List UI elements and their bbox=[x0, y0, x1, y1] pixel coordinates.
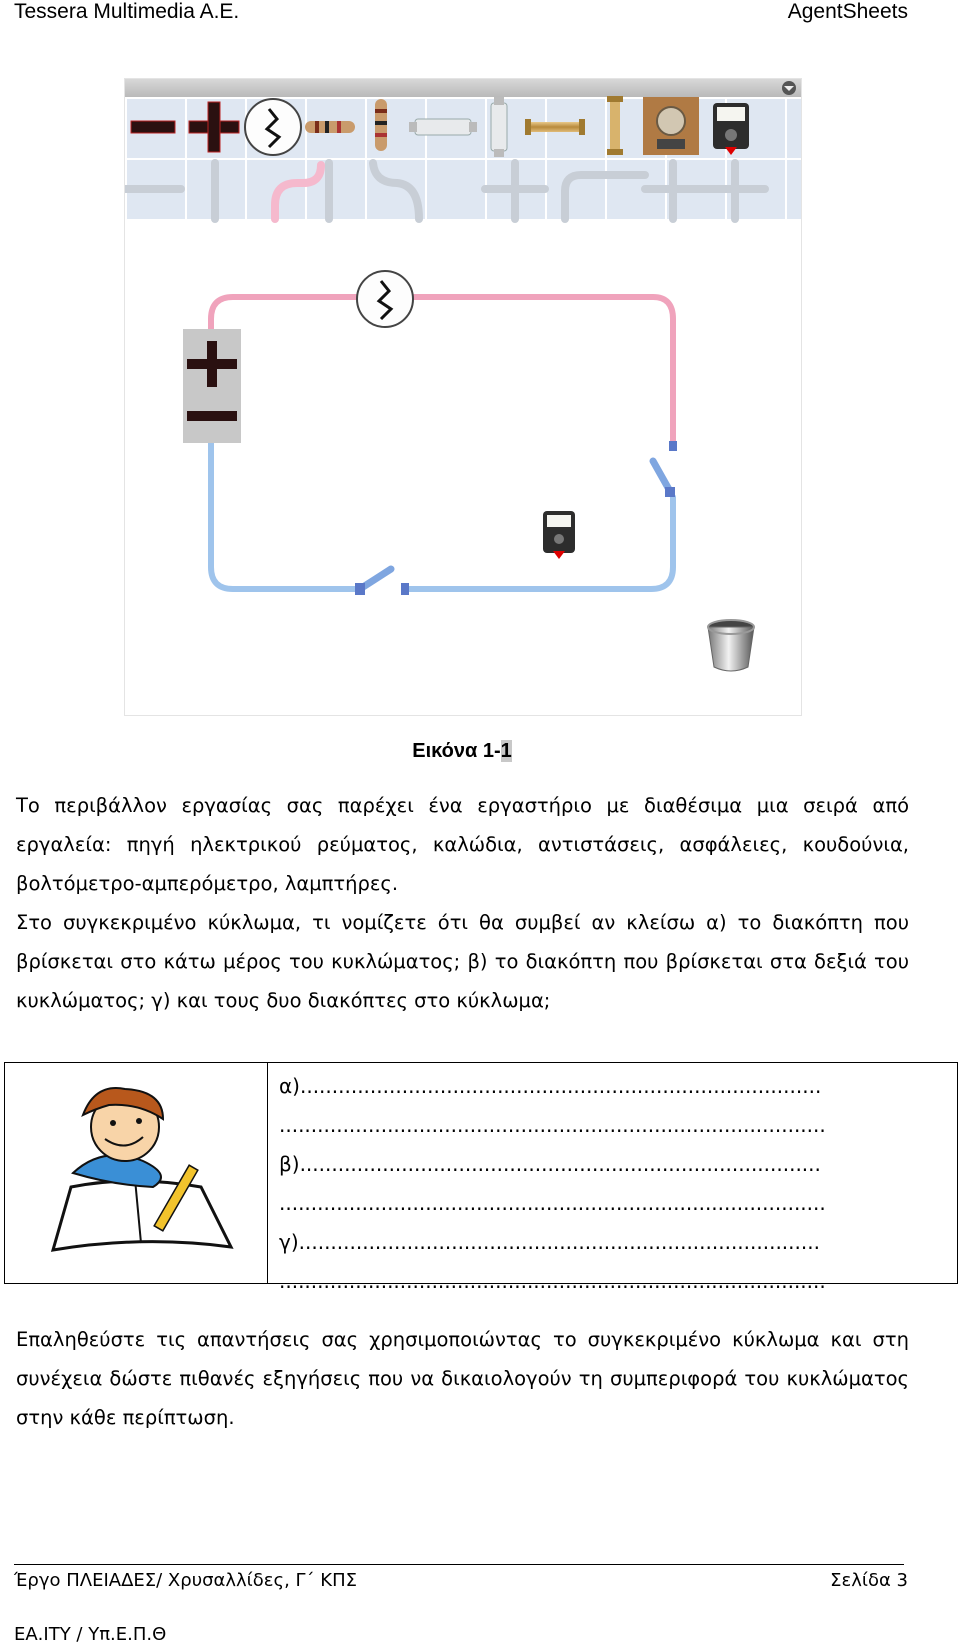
circuit-drawing bbox=[125, 79, 801, 715]
figure-caption bbox=[0, 740, 924, 763]
wire-tool-icon[interactable] bbox=[525, 119, 585, 135]
answer-line-a[interactable]: α).................................................................................. bbox=[279, 1074, 822, 1098]
resistor-vertical-tool-icon[interactable] bbox=[375, 99, 387, 151]
paragraph-verify: Επαληθεύστε τις απαντήσεις σας χρησιμοποιώντας το συγκεκριμένο κύκλωμα και στη συνέχεια δώστε πιθανές εξηγήσεις που να δικαιολογούν τη συμπεριφορά του κυκλώματος στην κάθε περίπτωση. bbox=[16, 1328, 909, 1429]
wire-vertical-tool-icon[interactable] bbox=[607, 96, 623, 155]
palette-wire-pieces bbox=[125, 163, 765, 219]
resistor-tool-icon[interactable] bbox=[305, 121, 355, 133]
minus-tool-icon[interactable] bbox=[131, 121, 175, 133]
answer-lines bbox=[279, 1067, 949, 1301]
answer-line-c-cont[interactable]: ...................................................................................... bbox=[279, 1269, 826, 1293]
bell-tool-icon[interactable] bbox=[643, 97, 699, 155]
fuse-tool-icon[interactable] bbox=[409, 119, 477, 135]
switch-right-contact bbox=[669, 441, 677, 451]
trash-bucket-icon[interactable] bbox=[708, 620, 754, 671]
header-right: AgentSheets bbox=[787, 0, 908, 23]
answer-line-b-cont[interactable]: ...................................................................................... bbox=[279, 1191, 826, 1215]
switch-bottom-contact bbox=[401, 583, 409, 595]
paragraph-intro: Το περιβάλλον εργασίας σας παρέχει ένα εργαστήριο με διαθέσιμα μια σειρά από εργαλεία: πηγή ηλεκτρικού ρεύματος, καλώδια, αντιστάσεις, ασφάλειες, κουδούνια, βολτόμετρο-αμπερόμετρο, λαμπτήρες. bbox=[16, 794, 909, 895]
answer-line-c[interactable]: γ).................................................................................. bbox=[279, 1230, 820, 1254]
answer-line-a-cont[interactable]: ...................................................................................... bbox=[279, 1113, 826, 1137]
caption-prefix: Εικόνα 1- bbox=[412, 740, 501, 762]
power-source-block[interactable] bbox=[183, 329, 241, 443]
footer-page-number: Σελίδα 3 bbox=[830, 1570, 908, 1591]
caption-number: 1 bbox=[500, 740, 512, 762]
source-symbol-icon[interactable] bbox=[357, 271, 413, 327]
switch-right-icon[interactable] bbox=[653, 461, 675, 497]
header-left: Tessera Multimedia A.E. bbox=[14, 0, 240, 23]
simulation-screenshot bbox=[124, 78, 802, 716]
switch-bottom-icon[interactable] bbox=[355, 569, 391, 595]
footer-divider bbox=[14, 1564, 904, 1565]
power-source-tool-icon[interactable] bbox=[245, 99, 301, 155]
multimeter-tool-icon[interactable] bbox=[713, 103, 749, 155]
footer-organization: ΕΑ.ΙΤΥ / Υπ.Ε.Π.Θ bbox=[14, 1624, 167, 1645]
plus-tool-icon[interactable] bbox=[189, 102, 239, 152]
answer-box bbox=[4, 1062, 958, 1293]
fuse-vertical-tool-icon[interactable] bbox=[491, 97, 507, 157]
student-writing-illustration bbox=[13, 1075, 249, 1273]
multimeter-icon[interactable] bbox=[543, 511, 575, 559]
paragraph-question: Στο συγκεκριμένο κύκλωμα, τι νομίζετε ότι θα συμβεί αν κλείσω α) το διακόπτη που βρίσκεται στο κάτω μέρος του κυκλώματος; β) το διακόπτη που βρίσκεται στα δεξιά του κυκλώματος; γ) και τους δυο διακόπτες στο κύκλωμα; bbox=[16, 911, 909, 1012]
circuit-wires bbox=[211, 297, 673, 589]
footer-project: Έργο ΠΛΕΙΑΔΕΣ/ Χρυσαλλίδες, Γ΄ ΚΠΣ bbox=[14, 1570, 357, 1591]
palette-dropdown-icon[interactable] bbox=[782, 81, 796, 95]
answer-line-b[interactable]: β).................................................................................. bbox=[279, 1152, 821, 1176]
answer-box-divider bbox=[267, 1063, 268, 1283]
